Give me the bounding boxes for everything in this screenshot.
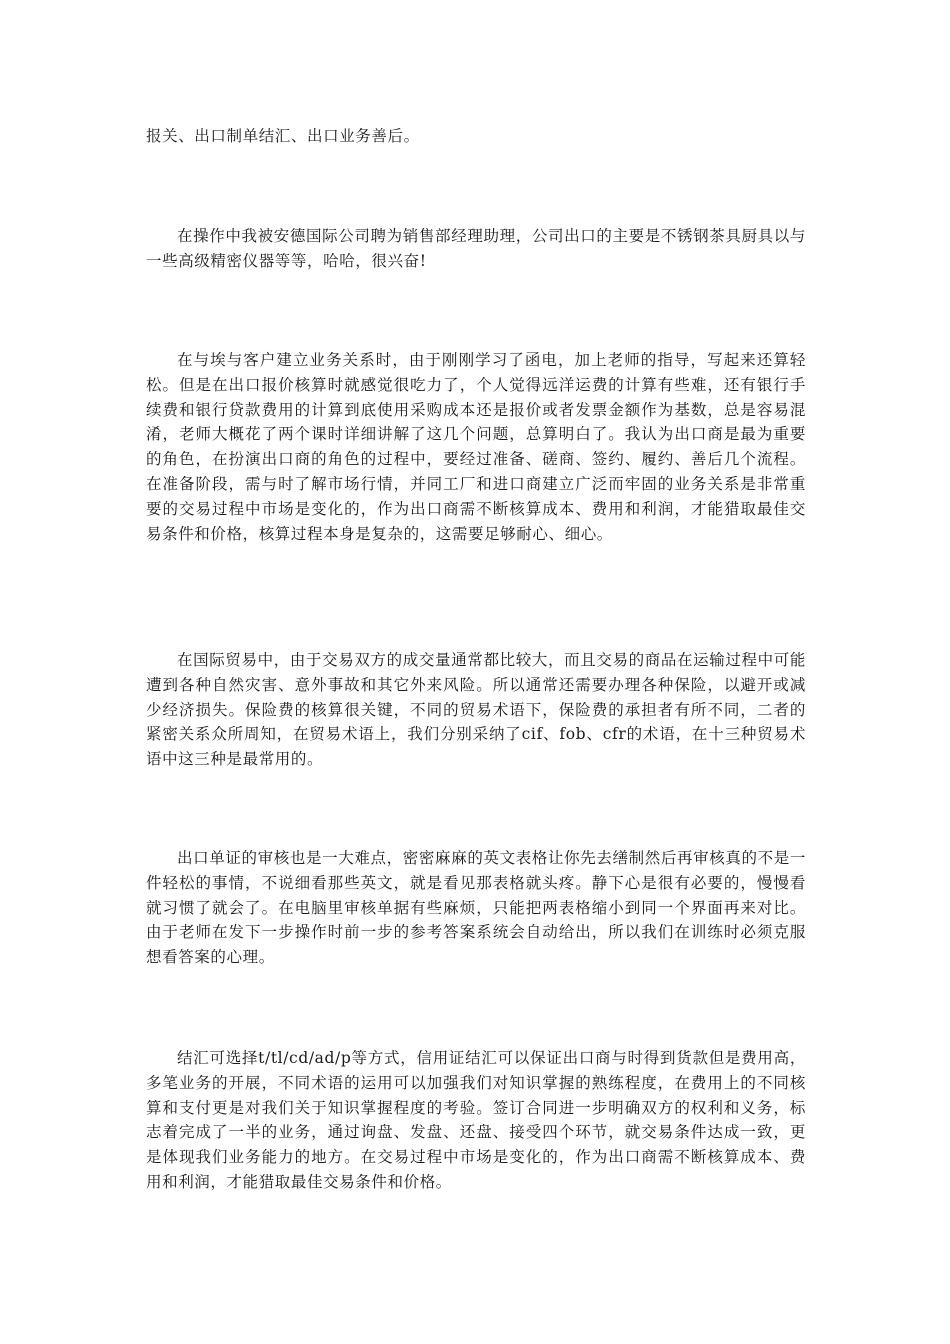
paragraph-insurance: 在国际贸易中，由于交易双方的成交量通常都比较大，而且交易的商品在运输过程中可能遭到各种自然灾害、意外事故和其它外来风险。所以通常还需要办理各种保险，以避开或减少经济损失。保险费的核算很关键，不同的贸易术语下，保险费的承担者有所不同，二者的紧密关系众所周知，在贸易术语上，我们分别采纳了cif、fob、cfr的术语，在十三种贸易术语中这三种是最常用的。 xyxy=(146,651,806,769)
paragraph-settlement: 结汇可选择t/tl/cd/ad/p等方式，信用证结汇可以保证出口商与时得到货款但是费用高，多笔业务的开展，不同术语的运用可以加强我们对知识掌握的熟练程度，在费用上的不同核算和支付更是对我们关于知识掌握程度的考验。签订合同进一步明确双方的权利和义务，标志着完成了一半的业务，通过询盘、发盘、还盘、接受四个环节，就交易条件达成一致，更是体现我们业务能力的地方。在交易过程中市场是变化的，作为出口商需不断核算成本、费用和利润，才能猎取最佳交易条件和价格。 xyxy=(146,1049,806,1191)
paragraph-company-role: 在操作中我被安德国际公司聘为销售部经理助理，公司出口的主要是不锈钢茶具厨具以与一些高级精密仪器等等，哈哈，很兴奋! xyxy=(146,227,806,270)
paragraph-document-review: 出口单证的审核也是一大难点，密密麻麻的英文表格让你先去缮制然后再审核真的不是一件轻松的事情，不说细看那些英文，就是看见那表格就头疼。静下心是很有必要的，慢慢看就习惯了就会了。在电脑里审核单据有些麻烦，只能把两表格缩小到同一个界面再来对比。由于老师在发下一步操作时前一步的参考答案系统会自动给出，所以我们在训练时必须克服想看答案的心理。 xyxy=(146,849,806,967)
paragraph-export-steps-tail: 报关、出口制单结汇、出口业务善后。 xyxy=(146,127,420,145)
paragraph-quotation-costing: 在与埃与客户建立业务关系时，由于刚刚学习了函电，加上老师的指导，写起来还算轻松。但是在出口报价核算时就感觉很吃力了，个人觉得远洋运费的计算有些难，还有银行手续费和银行贷款费用的计算到底使用采购成本还是报价或者发票金额作为基数，总是容易混淆，老师大概花了两个课时详细讲解了这几个问题，总算明白了。我认为出口商是最为重要的角色，在扮演出口商的角色的过程中，要经过准备、磋商、签约、履约、善后几个流程。在准备阶段，需与时了解市场行情，并同工厂和进口商建立广泛而牢固的业务关系是非常重要的交易过程中市场是变化的，作为出口商需不断核算成本、费用和利润，才能猎取最佳交易条件和价格，核算过程本身是复杂的，这需要足够耐心、细心。 xyxy=(146,351,806,543)
